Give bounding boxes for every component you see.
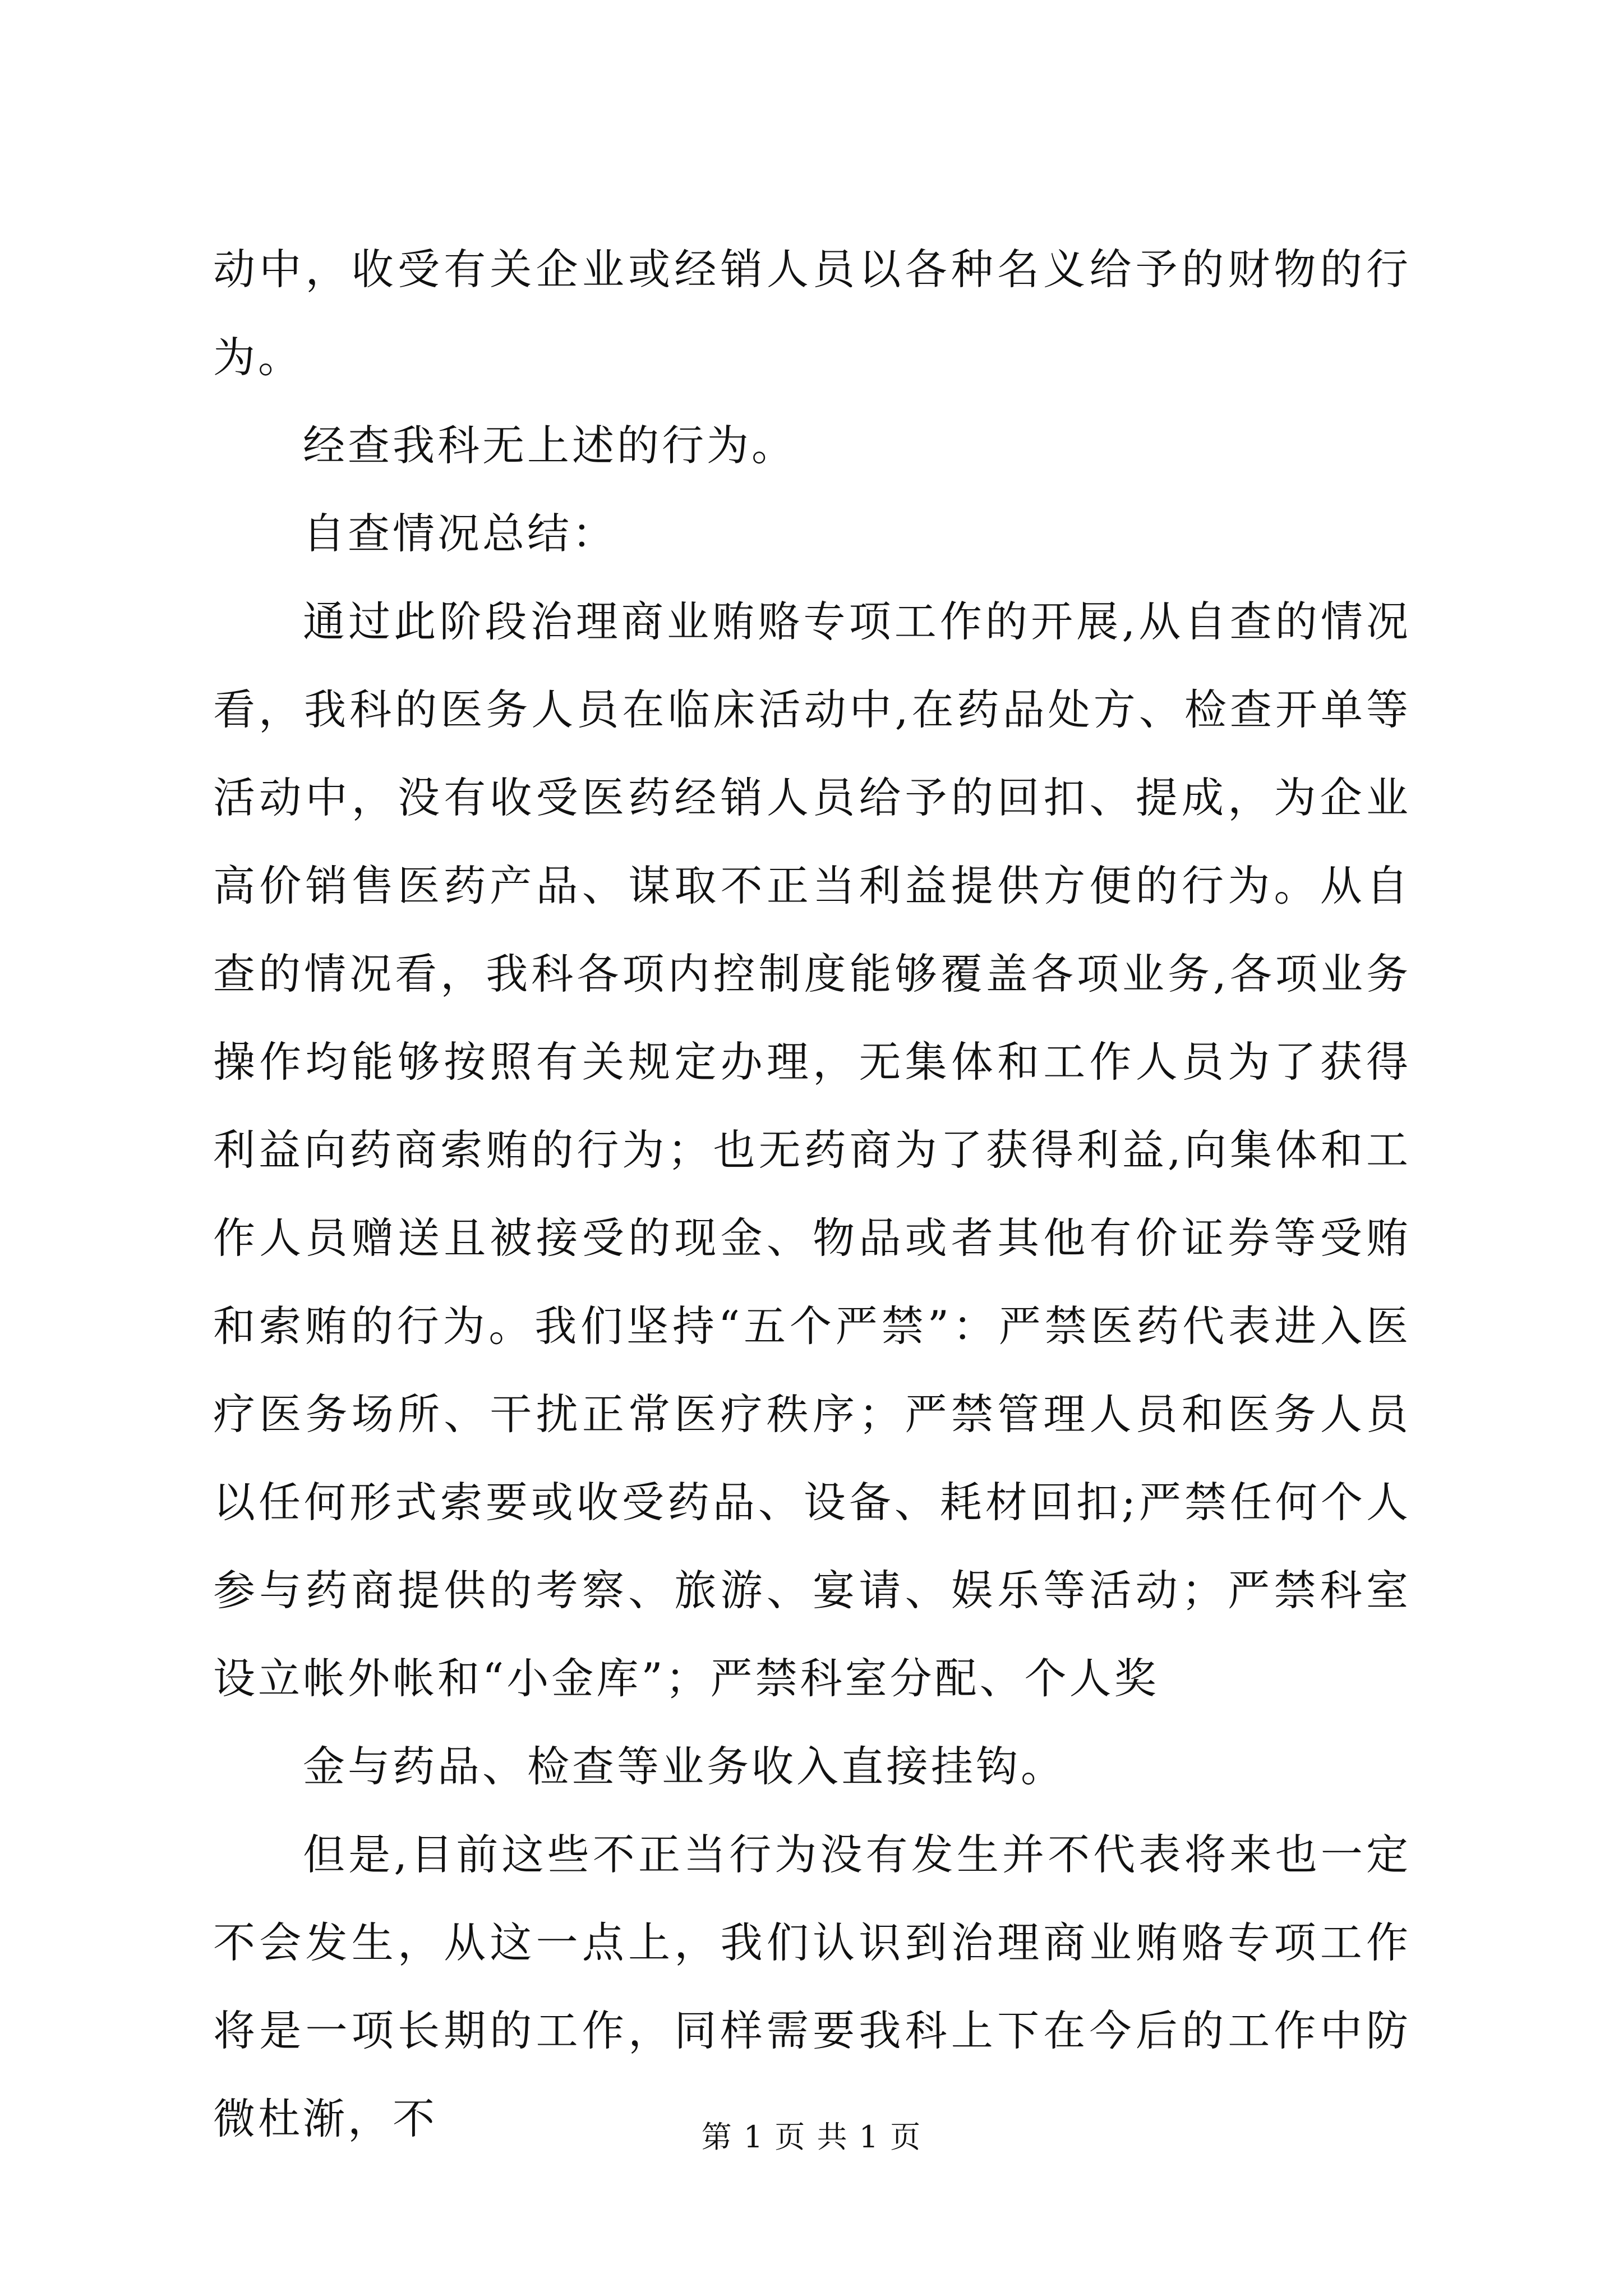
paragraph-continuation: 动中，收受有关企业或经销人员以各种名义给予的财物的行为。	[213, 245, 1411, 382]
page-footer: 第 1 页 共 1 页	[701, 2119, 922, 2155]
paragraph-summary-body: 通过此阶段治理商业贿赂专项工作的开展,从自查的情况看，我科的医务人员在临床活动中,在药品处方、检查开单等活动中，没有收受医药经销人员给予的回扣、提成，为企业高价销售医药产品、谋取不正当利益提供方便的行为。从自查的情况看，我科各项内控制度能够覆盖各项业务,各项业务操作均能够按照有关规定办理，无集体和工作人员为了获得利益向药商索贿的行为；也无药商为了获得利益,向集体和工作人员赠送且被接受的现金、物品或者其他有价证券等受贿和索贿的行为。我们坚持“五个严禁”：严禁医药代表进入医疗医务场所、干扰正常医疗秩序；严禁管理人员和医务人员以任何形式索要或收受药品、设备、耗材回扣;严禁任何个人参与药商提供的考察、旅游、宴请、娱乐等活动；严禁科室设立帐外帐和“小金库”；严禁科室分配、个人奖	[213, 597, 1411, 1703]
paragraph-outlook: 但是,目前这些不正当行为没有发生并不代表将来也一定不会发生，从这一点上，我们认识到治理商业贿赂专项工作将是一项长期的工作，同样需要我科上下在今后的工作中防微杜渐，不	[213, 1830, 1411, 2143]
document-body	[213, 226, 1411, 2163]
paragraph-summary-continued: 金与药品、检查等业务收入直接挂钩。	[303, 1742, 1066, 1791]
paragraph-finding: 经查我科无上述的行为。	[303, 421, 797, 470]
paragraph-summary-heading: 自查情况总结：	[303, 509, 617, 558]
